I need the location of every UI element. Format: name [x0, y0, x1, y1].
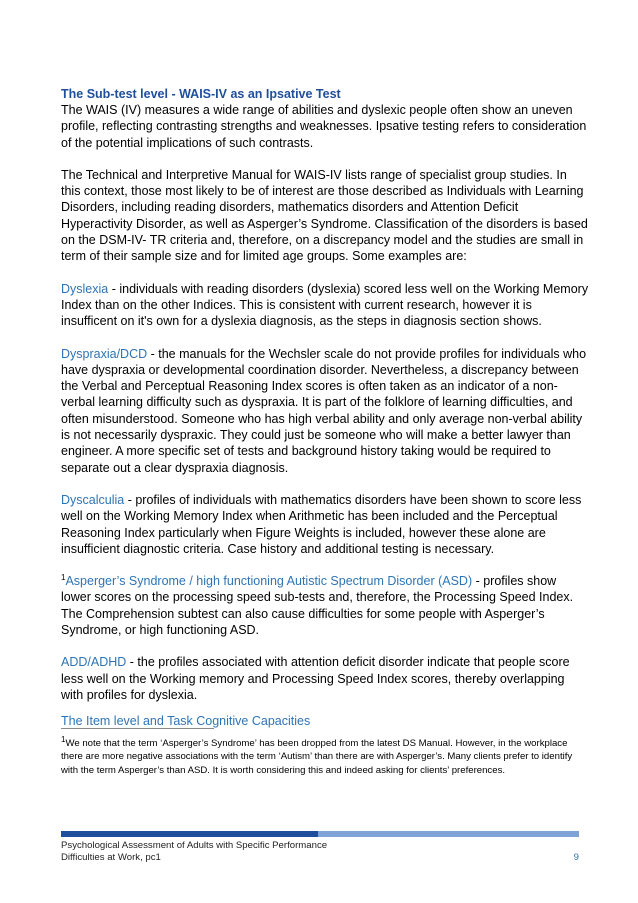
footer-bar	[61, 831, 579, 837]
footnote-number: 1	[61, 734, 66, 744]
adhd-text: - the profiles associated with attention deficit disorder indicate that people score less well on the Working memory and Processing Speed Index scores, thereby overlapping with profiles for dyslexia.	[61, 655, 570, 702]
section-heading: The Sub-test level - WAIS-IV as an Ipsative Test	[61, 87, 341, 101]
document-body	[61, 86, 589, 729]
dyscalculia-text: - profiles of individuals with mathematics disorders have been shown to score less well on the Working Memory Index when Arithmetic has been included and the Perceptual Reasoning Index particularly when Figure Weights is included, however these alone are insufficient diagnostic criteria. Case history and additional testing is necessary.	[61, 492, 582, 556]
footnote-marker: 1	[61, 572, 66, 582]
dyspraxia-text: - the manuals for the Wechsler scale do not provide profiles for individuals who have dyspraxia or developmental coordination disorder. Nevertheless, a discrepancy between the Verbal and Perceptual Reasoning Index scores is often taken as an indicator of a non-verbal learning difficulty such as dyspraxia. It is part of the folklore of learning difficulties, and often misunderstood. Someone who has high verbal ability and only average non-verbal ability is not necessarily dyspraxic. They could just be someone who will make a better lawyer than engineer. A more specific set of tests and background history taking would be required to separate out a clear dyspraxia diagnosis.	[61, 346, 587, 475]
page-number: 9	[573, 852, 579, 863]
dyslexia-paragraph	[61, 281, 589, 330]
footnote	[61, 734, 581, 777]
adhd-paragraph	[61, 654, 589, 703]
item-level-subheading: The Item level and Task Cognitive Capacities	[61, 714, 311, 729]
asperger-text: - profiles show lower scores on the processing speed sub-tests and, therefore, the Processing Speed Index. The Comprehension subtest can also cause difficulties for some people with Asperger’s Syndrome, or high functioning ASD.	[61, 574, 574, 638]
footer-line-2: Difficulties at Work, pc1	[61, 852, 161, 863]
dyspraxia-term: Dyspraxia/DCD	[61, 346, 148, 361]
adhd-term: ADD/ADHD	[61, 655, 127, 670]
dyslexia-term: Dyslexia	[61, 281, 109, 296]
footnote-text: We note that the term ‘Asperger’s Syndrome’ has been dropped from the latest DS Manual. However, in the workplace there are more negative associations with the term ‘Autism’ than there are with Asperger’s. Many clients prefer to identify with the term Asperger’s than ASD. It is worth considering this and indeed asking for clients’ preferences.	[61, 738, 573, 776]
footnote-divider	[61, 728, 214, 729]
asperger-paragraph	[61, 573, 589, 638]
dyslexia-text: - individuals with reading disorders (dyslexia) scored less well on the Working Memory Index than on the other Indices. This is consistent with current research, however it is insufficent on it's own for a dyslexia diagnosis, as the steps in diagnosis section shows.	[61, 281, 589, 329]
footer-text	[61, 840, 531, 864]
dyscalculia-paragraph	[61, 492, 589, 557]
footer-line-1: Psychological Assessment of Adults with Specific Performance	[61, 840, 328, 851]
footer-bar-light	[318, 831, 579, 837]
intro-paragraph: The WAIS (IV) measures a wide range of abilities and dyslexic people often show an uneven profile, reflecting contrasting strengths and weaknesses. Ipsative testing refers to consideration of the potential implications of such contrasts.	[61, 103, 587, 150]
dyspraxia-paragraph	[61, 346, 589, 476]
manual-paragraph: The Technical and Interpretive Manual for WAIS-IV lists range of specialist group studies. In this context, those most likely to be of interest are those described as Individuals with Learning Disorders, including reading disorders, mathematics disorders and Attention Deficit Hyperactivity Disorder, as well as Asperger’s Syndrome. Classification of the disorders is based on the DSM-IV- TR criteria and, therefore, on a discrepancy model and the studies are small in term of their sample size and for limited age groups. Some examples are:	[61, 167, 588, 264]
dyscalculia-term: Dyscalculia	[61, 492, 125, 507]
footer-bar-dark	[61, 831, 318, 837]
asperger-term: Asperger’s Syndrome / high functioning Autistic Spectrum Disorder (ASD)	[65, 574, 473, 589]
